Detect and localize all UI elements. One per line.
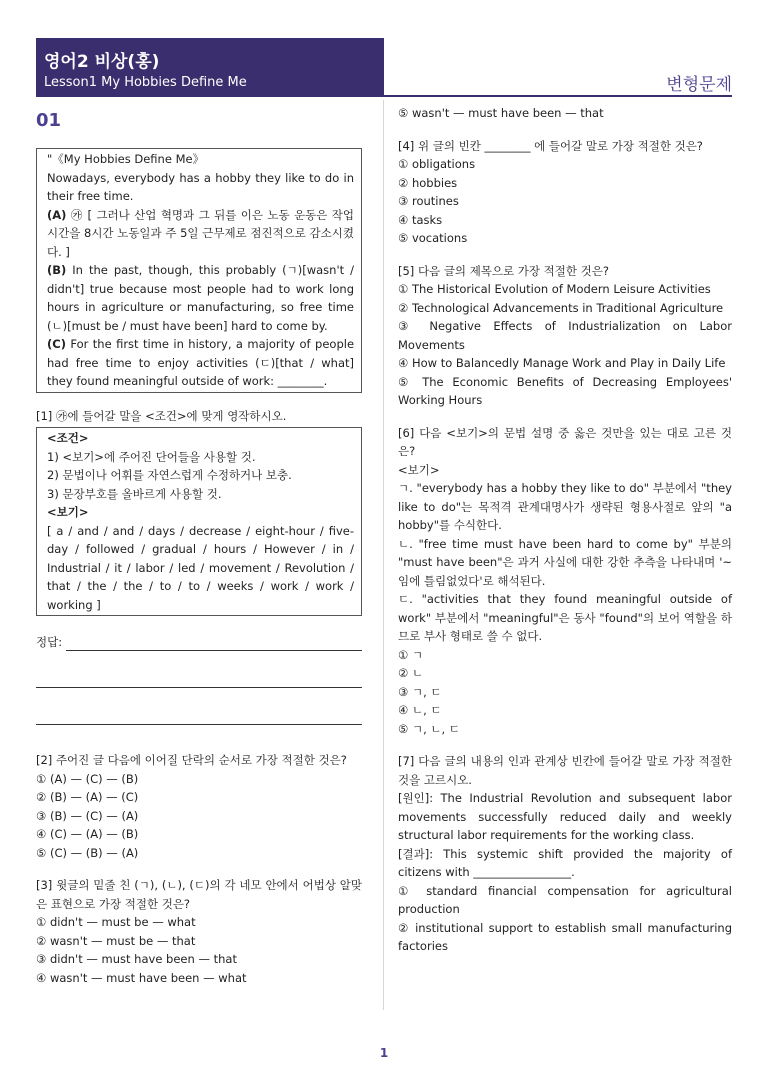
q3-prompt: [3] 윗글의 밑줄 친 (ㄱ), (ㄴ), (ㄷ)의 각 네모 안에서 어법상 알맞은 표현으로 가장 적절한 것은? bbox=[36, 878, 362, 911]
statement: ㄷ. "activities that they found meaningful outside of work" 부분에서 "meaningful"은 동사 "found"의 보어 역할을 하므로 부사 형태로 쓸 수 없다. bbox=[398, 592, 732, 643]
page-number: 1 bbox=[379, 1046, 389, 1060]
option[interactable]: ⑤ vocations bbox=[398, 231, 468, 245]
document-title: 영어2 비상(홍) bbox=[44, 52, 160, 72]
option[interactable]: ④ tasks bbox=[398, 212, 443, 227]
bogi-title: <보기> bbox=[398, 462, 440, 477]
option[interactable]: ① standard financial compensation for agricultural production bbox=[398, 883, 732, 916]
question-7 bbox=[398, 752, 732, 956]
paragraph-a-text: ㉮ [ 그러나 산업 혁명과 그 뒤를 이은 노동 운동은 작업 시간을 8시간 노동일과 주 5일 근무제로 점진적으로 감소시켰다. ] bbox=[47, 207, 354, 259]
lesson-subtitle: Lesson1 My Hobbies Define Me bbox=[44, 75, 247, 90]
answer-line[interactable] bbox=[36, 706, 362, 725]
header-divider bbox=[36, 95, 732, 97]
option[interactable]: ② ㄴ bbox=[398, 666, 424, 680]
paragraph-c-text: For the first time in history, a majority of people had free time to enjoy activities (ㄷ)[that / what] they found meaningful outside of work: ________. bbox=[47, 337, 355, 388]
q5-prompt: [5] 다음 글의 제목으로 가장 적절한 것은? bbox=[398, 263, 609, 278]
category-label: 변형문제 bbox=[666, 75, 732, 95]
question-1 bbox=[36, 407, 362, 726]
q4-prompt: [4] 위 글의 빈칸 ________ 에 들어갈 말로 가장 적절한 것은? bbox=[398, 138, 703, 153]
option[interactable]: ② institutional support to establish small manufacturing factories bbox=[398, 920, 732, 953]
condition-item: 1) <보기>에 주어진 단어들을 사용할 것. bbox=[47, 449, 256, 464]
option[interactable]: ③ Negative Effects of Industrialization on Labor Movements bbox=[398, 319, 732, 352]
option[interactable]: ③ routines bbox=[398, 194, 459, 208]
paragraph-c-label: (C) bbox=[47, 337, 66, 351]
question-4 bbox=[398, 137, 732, 248]
paragraph-b-text: In the past, though, this probably (ㄱ)[wasn't / didn't] true because most people had to work long hours in agriculture or manufacturing, so free time (ㄴ)[must be / must have been] hard to come by. bbox=[47, 263, 354, 333]
left-column bbox=[36, 104, 362, 987]
bogi-title: <보기> bbox=[47, 505, 89, 519]
option[interactable]: ③ didn't — must have been — that bbox=[36, 952, 237, 966]
option[interactable]: ⑤ wasn't — must have been — that bbox=[398, 106, 604, 120]
statement: ㄱ. "everybody has a hobby they like to do" 부분에서 "they like to do"는 목적격 관계대명사가 생략된 형용사절로 앞의 "a hobby"를 수식한다. bbox=[398, 481, 732, 532]
q6-prompt: [6] 다음 <보기>의 문법 설명 중 옳은 것만을 있는 대로 고른 것은? bbox=[398, 425, 732, 458]
option[interactable]: ④ How to Balancedly Manage Work and Play in Daily Life bbox=[398, 356, 726, 370]
paragraph-c bbox=[47, 335, 354, 391]
option[interactable]: ⑤ ㄱ, ㄴ, ㄷ bbox=[398, 721, 460, 736]
option[interactable]: ⑤ The Economic Benefits of Decreasing Employees' Working Hours bbox=[398, 374, 732, 407]
option[interactable]: ① The Historical Evolution of Modern Leisure Activities bbox=[398, 282, 711, 296]
column-divider bbox=[383, 100, 384, 1010]
option[interactable]: ③ (B) — (C) — (A) bbox=[36, 808, 139, 823]
q7-cause: [원인]: The Industrial Revolution and subsequent labor movements successfully reduced daily and weekly structural labor requirements for the working class. bbox=[398, 791, 732, 842]
question-3 bbox=[36, 876, 362, 987]
option[interactable]: ④ wasn't — must have been — what bbox=[36, 970, 247, 985]
answer-line[interactable] bbox=[36, 669, 362, 688]
option[interactable]: ① obligations bbox=[398, 157, 476, 171]
question-2 bbox=[36, 751, 362, 862]
option[interactable]: ⑤ (C) — (B) — (A) bbox=[36, 845, 139, 860]
option[interactable]: ③ ㄱ, ㄷ bbox=[398, 684, 442, 699]
answer-label: 정답: bbox=[36, 634, 63, 649]
option[interactable]: ④ ㄴ, ㄷ bbox=[398, 703, 442, 717]
q7-prompt: [7] 다음 글의 내용의 인과 관계상 빈칸에 들어갈 말로 가장 적절한 것을 고르시오. bbox=[398, 754, 732, 787]
q2-prompt: [2] 주어진 글 다음에 이어질 단락의 순서로 가장 적절한 것은? bbox=[36, 753, 347, 767]
option[interactable]: ① didn't — must be — what bbox=[36, 915, 196, 929]
question-5 bbox=[398, 262, 732, 410]
passage-title: "《My Hobbies Define Me》 bbox=[47, 152, 205, 166]
option[interactable]: ① (A) — (C) — (B) bbox=[36, 771, 139, 786]
condition-box bbox=[36, 427, 362, 616]
answer-row bbox=[36, 632, 362, 651]
paragraph-b bbox=[47, 261, 354, 335]
option[interactable]: ① ㄱ bbox=[398, 647, 424, 662]
q7-result: [결과]: This systemic shift provided the majority of citizens with _________________. bbox=[398, 846, 732, 879]
condition-title: <조건> bbox=[47, 431, 89, 445]
option[interactable]: ② hobbies bbox=[398, 175, 458, 190]
question-6 bbox=[398, 424, 732, 739]
option[interactable]: ② Technological Advancements in Traditional Agriculture bbox=[398, 300, 724, 315]
option[interactable]: ② wasn't — must be — that bbox=[36, 933, 196, 948]
answer-line[interactable] bbox=[66, 632, 362, 651]
option[interactable]: ② (B) — (A) — (C) bbox=[36, 790, 139, 804]
right-column bbox=[398, 104, 732, 956]
paragraph-b-label: (B) bbox=[47, 263, 67, 277]
condition-item: 3) 문장부호를 올바르게 사용할 것. bbox=[47, 486, 222, 501]
passage-box bbox=[36, 148, 362, 393]
question-number: 01 bbox=[36, 110, 62, 131]
condition-item: 2) 문법이나 어휘를 자연스럽게 수정하거나 보충. bbox=[47, 468, 292, 482]
paragraph-a-label: (A) bbox=[47, 207, 67, 222]
bogi-words: [ a / and / and / days / decrease / eight-hour / five-day / followed / gradual / hours / However / in / Industrial / it / labor / led / movement / Revolution / that / the / the / to / to / weeks / work / work / working ] bbox=[47, 523, 354, 612]
option[interactable]: ④ (C) — (A) — (B) bbox=[36, 827, 139, 841]
passage-intro: Nowadays, everybody has a hobby they like to do in their free time. bbox=[47, 170, 354, 203]
paragraph-a bbox=[47, 206, 354, 262]
statement: ㄴ. "free time must have been hard to come by" 부분의 "must have been"은 과거 사실에 대한 강한 추측을 나타내며 '~임에 틀림없었다'로 해석된다. bbox=[398, 536, 732, 588]
q1-prompt: [1] ㉮에 들어갈 말을 <조건>에 맞게 영작하시오. bbox=[36, 408, 287, 423]
header-banner bbox=[36, 38, 384, 96]
